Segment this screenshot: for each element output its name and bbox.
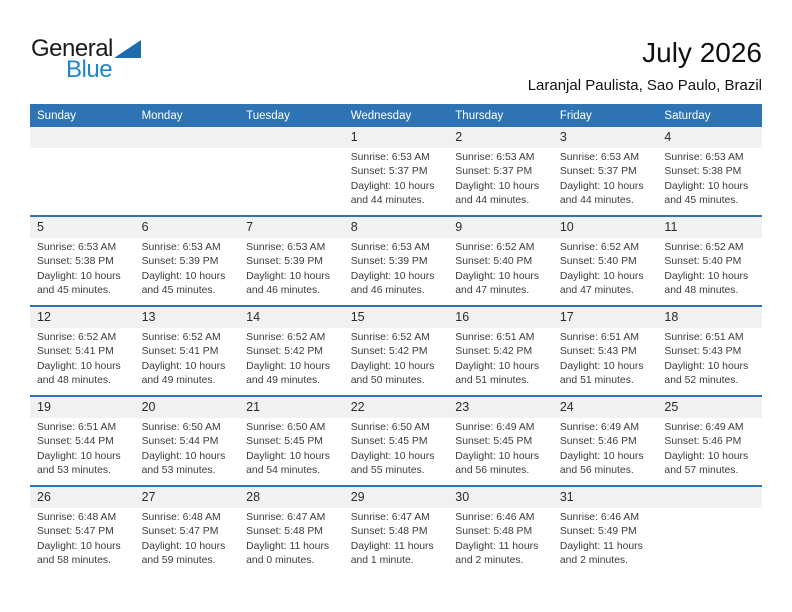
day-details: [239, 238, 344, 299]
daylight-text: Daylight: 10 hours and 46 minutes.: [246, 270, 330, 297]
calendar-day-cell: [30, 487, 135, 575]
sunrise-text: Sunrise: 6:49 AM: [455, 422, 535, 433]
calendar-day-cell: [657, 217, 762, 305]
day-number: 26: [30, 487, 135, 508]
calendar-day-cell: [448, 217, 553, 305]
day-number: 25: [657, 397, 762, 418]
sunrise-text: Sunrise: 6:51 AM: [37, 422, 117, 433]
day-details: [30, 148, 135, 151]
day-details: [657, 418, 762, 479]
day-number: 23: [448, 397, 553, 418]
sunset-text: Sunset: 5:40 PM: [664, 256, 742, 268]
day-details: [135, 148, 240, 151]
day-details: [657, 328, 762, 389]
day-details: [448, 328, 553, 389]
calendar-day-cell: [657, 127, 762, 215]
location-subtitle: Laranjal Paulista, Sao Paulo, Brazil: [527, 77, 762, 94]
calendar-day-cell: [657, 307, 762, 395]
sunset-text: Sunset: 5:41 PM: [37, 346, 114, 358]
day-details: [30, 238, 135, 299]
sunset-text: Sunset: 5:37 PM: [350, 166, 428, 178]
day-number: 16: [448, 307, 553, 328]
day-details: [239, 508, 344, 569]
calendar-weeks: [30, 127, 762, 575]
day-number: 14: [239, 307, 344, 328]
calendar-day-cell: [344, 217, 449, 305]
weekday-header-monday: Monday: [141, 109, 183, 122]
day-number: 7: [239, 217, 344, 238]
calendar-day-cell: [30, 397, 135, 485]
sunset-text: Sunset: 5:40 PM: [455, 256, 533, 268]
daylight-text: Daylight: 10 hours and 54 minutes.: [246, 450, 330, 477]
sunset-text: Sunset: 5:47 PM: [141, 526, 219, 538]
daylight-text: Daylight: 10 hours and 45 minutes.: [664, 180, 749, 207]
day-number: 8: [344, 217, 449, 238]
calendar-day-cell: [553, 307, 658, 395]
day-details: [30, 508, 135, 569]
daylight-text: Daylight: 10 hours and 51 minutes.: [455, 360, 540, 387]
daylight-text: Daylight: 10 hours and 45 minutes.: [141, 270, 226, 297]
day-details: [344, 328, 449, 389]
calendar-day-cell: [344, 487, 449, 575]
sunset-text: Sunset: 5:43 PM: [559, 346, 637, 358]
sunset-text: Sunset: 5:48 PM: [350, 526, 428, 538]
calendar-day-cell: [239, 217, 344, 305]
sunrise-text: Sunrise: 6:53 AM: [455, 152, 535, 163]
day-details: [448, 238, 553, 299]
calendar-day-cell: [135, 397, 240, 485]
sunset-text: Sunset: 5:44 PM: [37, 436, 114, 448]
sunset-text: Sunset: 5:43 PM: [664, 346, 742, 358]
day-number: 31: [553, 487, 658, 508]
sunset-text: Sunset: 5:48 PM: [246, 526, 323, 538]
sunset-text: Sunset: 5:42 PM: [350, 346, 428, 358]
daylight-text: Daylight: 10 hours and 44 minutes.: [455, 180, 540, 207]
week-row-1: [30, 127, 762, 215]
day-number: 6: [135, 217, 240, 238]
sunrise-text: Sunrise: 6:50 AM: [141, 422, 221, 433]
daylight-text: Daylight: 11 hours and 0 minutes.: [246, 540, 330, 567]
week-row-2: [30, 215, 762, 305]
day-number: 11: [657, 217, 762, 238]
weekday-header-sunday: Sunday: [37, 109, 77, 122]
sunset-text: Sunset: 5:41 PM: [141, 346, 219, 358]
calendar-day-cell: [448, 487, 553, 575]
daylight-text: Daylight: 10 hours and 51 minutes.: [559, 360, 644, 387]
weekday-header-friday: Friday: [559, 109, 592, 122]
sunrise-text: Sunrise: 6:48 AM: [141, 512, 221, 523]
daylight-text: Daylight: 10 hours and 49 minutes.: [246, 360, 330, 387]
page-title: July 2026: [642, 37, 762, 68]
daylight-text: Daylight: 10 hours and 58 minutes.: [37, 540, 121, 567]
sunrise-text: Sunrise: 6:52 AM: [455, 242, 535, 253]
sunrise-text: Sunrise: 6:47 AM: [246, 512, 326, 523]
day-details: [239, 328, 344, 389]
calendar-day-cell: [30, 127, 135, 215]
sunset-text: Sunset: 5:47 PM: [37, 526, 114, 538]
calendar-day-cell: [135, 127, 240, 215]
daylight-text: Daylight: 11 hours and 1 minute.: [350, 540, 434, 567]
daylight-text: Daylight: 10 hours and 57 minutes.: [664, 450, 749, 477]
sunrise-text: Sunrise: 6:52 AM: [37, 332, 117, 343]
daylight-text: Daylight: 10 hours and 44 minutes.: [350, 180, 435, 207]
day-number: 29: [344, 487, 449, 508]
calendar-day-cell: [344, 307, 449, 395]
daylight-text: Daylight: 10 hours and 46 minutes.: [350, 270, 435, 297]
calendar-day-cell: [448, 127, 553, 215]
sunset-text: Sunset: 5:45 PM: [455, 436, 533, 448]
sunrise-text: Sunrise: 6:46 AM: [455, 512, 535, 523]
day-details: [553, 238, 658, 299]
sunrise-text: Sunrise: 6:49 AM: [664, 422, 744, 433]
day-details: [344, 148, 449, 209]
day-number: 18: [657, 307, 762, 328]
sunrise-text: Sunrise: 6:50 AM: [350, 422, 430, 433]
day-details: [553, 328, 658, 389]
sunrise-text: Sunrise: 6:53 AM: [664, 152, 744, 163]
sunrise-text: Sunrise: 6:53 AM: [350, 152, 430, 163]
sunset-text: Sunset: 5:44 PM: [141, 436, 219, 448]
logo-text-blue: Blue: [66, 56, 113, 83]
sunrise-text: Sunrise: 6:52 AM: [246, 332, 326, 343]
day-number: 21: [239, 397, 344, 418]
sunset-text: Sunset: 5:39 PM: [141, 256, 219, 268]
sunrise-text: Sunrise: 6:53 AM: [37, 242, 117, 253]
sunset-text: Sunset: 5:46 PM: [664, 436, 742, 448]
daylight-text: Daylight: 10 hours and 48 minutes.: [664, 270, 749, 297]
daylight-text: Daylight: 11 hours and 2 minutes.: [455, 540, 539, 567]
day-number: 9: [448, 217, 553, 238]
weekday-header-row: [30, 104, 762, 127]
daylight-text: Daylight: 10 hours and 44 minutes.: [559, 180, 644, 207]
week-row-4: [30, 395, 762, 485]
sunset-text: Sunset: 5:37 PM: [559, 166, 637, 178]
day-number: 17: [553, 307, 658, 328]
daylight-text: Daylight: 10 hours and 47 minutes.: [455, 270, 540, 297]
daylight-text: Daylight: 10 hours and 47 minutes.: [559, 270, 644, 297]
day-details: [30, 328, 135, 389]
day-details: [239, 418, 344, 479]
day-number: 1: [344, 127, 449, 148]
daylight-text: Daylight: 10 hours and 53 minutes.: [37, 450, 121, 477]
calendar-day-cell: [30, 217, 135, 305]
day-details: [657, 148, 762, 209]
day-details: [448, 148, 553, 209]
calendar-day-cell: [239, 127, 344, 215]
day-number: [30, 127, 135, 148]
day-number: 3: [553, 127, 658, 148]
day-number: 27: [135, 487, 240, 508]
sunrise-text: Sunrise: 6:51 AM: [664, 332, 744, 343]
day-number: 5: [30, 217, 135, 238]
week-row-3: [30, 305, 762, 395]
day-number: [239, 127, 344, 148]
sunrise-text: Sunrise: 6:53 AM: [559, 152, 639, 163]
sunrise-text: Sunrise: 6:53 AM: [141, 242, 221, 253]
day-number: 24: [553, 397, 658, 418]
general-blue-logo: [31, 36, 161, 81]
day-details: [448, 508, 553, 569]
sunrise-text: Sunrise: 6:53 AM: [246, 242, 326, 253]
day-details: [448, 418, 553, 479]
daylight-text: Daylight: 11 hours and 2 minutes.: [559, 540, 643, 567]
calendar-day-cell: [135, 487, 240, 575]
day-number: 28: [239, 487, 344, 508]
calendar-day-cell: [135, 307, 240, 395]
day-details: [239, 148, 344, 151]
daylight-text: Daylight: 10 hours and 52 minutes.: [664, 360, 749, 387]
calendar-day-cell: [553, 217, 658, 305]
sunrise-text: Sunrise: 6:49 AM: [559, 422, 639, 433]
sunset-text: Sunset: 5:40 PM: [559, 256, 637, 268]
day-details: [553, 418, 658, 479]
sunset-text: Sunset: 5:38 PM: [664, 166, 742, 178]
sunset-text: Sunset: 5:48 PM: [455, 526, 533, 538]
sunset-text: Sunset: 5:37 PM: [455, 166, 533, 178]
day-number: 12: [30, 307, 135, 328]
daylight-text: Daylight: 10 hours and 50 minutes.: [350, 360, 435, 387]
day-details: [135, 418, 240, 479]
daylight-text: Daylight: 10 hours and 48 minutes.: [37, 360, 121, 387]
day-details: [657, 238, 762, 299]
calendar-day-cell: [135, 217, 240, 305]
daylight-text: Daylight: 10 hours and 56 minutes.: [559, 450, 644, 477]
day-details: [30, 418, 135, 479]
daylight-text: Daylight: 10 hours and 53 minutes.: [141, 450, 226, 477]
calendar-day-cell: [30, 307, 135, 395]
sunrise-text: Sunrise: 6:52 AM: [350, 332, 430, 343]
sunrise-text: Sunrise: 6:52 AM: [559, 242, 639, 253]
daylight-text: Daylight: 10 hours and 55 minutes.: [350, 450, 435, 477]
sunrise-text: Sunrise: 6:51 AM: [455, 332, 535, 343]
day-number: [657, 487, 762, 508]
day-number: 30: [448, 487, 553, 508]
calendar-day-cell: [657, 397, 762, 485]
day-number: 19: [30, 397, 135, 418]
day-number: 13: [135, 307, 240, 328]
sunset-text: Sunset: 5:45 PM: [350, 436, 428, 448]
day-details: [344, 238, 449, 299]
sunset-text: Sunset: 5:39 PM: [350, 256, 428, 268]
day-details: [553, 148, 658, 209]
day-details: [657, 508, 762, 511]
calendar-day-cell: [553, 127, 658, 215]
daylight-text: Daylight: 10 hours and 49 minutes.: [141, 360, 226, 387]
calendar-day-cell: [344, 397, 449, 485]
weekday-header-thursday: Thursday: [455, 109, 504, 122]
day-details: [135, 508, 240, 569]
calendar-day-cell: [657, 487, 762, 575]
logo-text-general: General: [31, 35, 113, 62]
sunrise-text: Sunrise: 6:50 AM: [246, 422, 326, 433]
day-details: [553, 508, 658, 569]
sunrise-text: Sunrise: 6:52 AM: [664, 242, 744, 253]
daylight-text: Daylight: 10 hours and 59 minutes.: [141, 540, 226, 567]
calendar-day-cell: [553, 487, 658, 575]
weekday-header-saturday: Saturday: [664, 109, 711, 122]
sunset-text: Sunset: 5:46 PM: [559, 436, 637, 448]
sunset-text: Sunset: 5:39 PM: [246, 256, 323, 268]
day-number: 15: [344, 307, 449, 328]
sunrise-text: Sunrise: 6:53 AM: [350, 242, 430, 253]
weekday-header-tuesday: Tuesday: [246, 109, 290, 122]
calendar-day-cell: [448, 307, 553, 395]
sunrise-text: Sunrise: 6:46 AM: [559, 512, 639, 523]
daylight-text: Daylight: 10 hours and 56 minutes.: [455, 450, 540, 477]
day-number: 2: [448, 127, 553, 148]
day-number: [135, 127, 240, 148]
calendar-day-cell: [448, 397, 553, 485]
sunrise-text: Sunrise: 6:52 AM: [141, 332, 221, 343]
daylight-text: Daylight: 10 hours and 45 minutes.: [37, 270, 121, 297]
calendar-day-cell: [344, 127, 449, 215]
sunrise-text: Sunrise: 6:47 AM: [350, 512, 430, 523]
sunset-text: Sunset: 5:38 PM: [37, 256, 114, 268]
sunrise-text: Sunrise: 6:48 AM: [37, 512, 117, 523]
calendar-day-cell: [553, 397, 658, 485]
sunset-text: Sunset: 5:49 PM: [559, 526, 637, 538]
calendar-table: [30, 104, 762, 575]
calendar-day-cell: [239, 487, 344, 575]
sunset-text: Sunset: 5:42 PM: [246, 346, 323, 358]
day-number: 22: [344, 397, 449, 418]
sunrise-text: Sunrise: 6:51 AM: [559, 332, 639, 343]
day-details: [344, 418, 449, 479]
day-details: [135, 238, 240, 299]
day-number: 20: [135, 397, 240, 418]
calendar-day-cell: [239, 307, 344, 395]
day-number: 10: [553, 217, 658, 238]
day-number: 4: [657, 127, 762, 148]
day-details: [344, 508, 449, 569]
sunset-text: Sunset: 5:42 PM: [455, 346, 533, 358]
calendar-day-cell: [239, 397, 344, 485]
sunset-text: Sunset: 5:45 PM: [246, 436, 323, 448]
day-details: [135, 328, 240, 389]
logo-triangle-icon: [114, 40, 141, 58]
weekday-header-wednesday: Wednesday: [350, 109, 412, 122]
week-row-5: [30, 485, 762, 575]
